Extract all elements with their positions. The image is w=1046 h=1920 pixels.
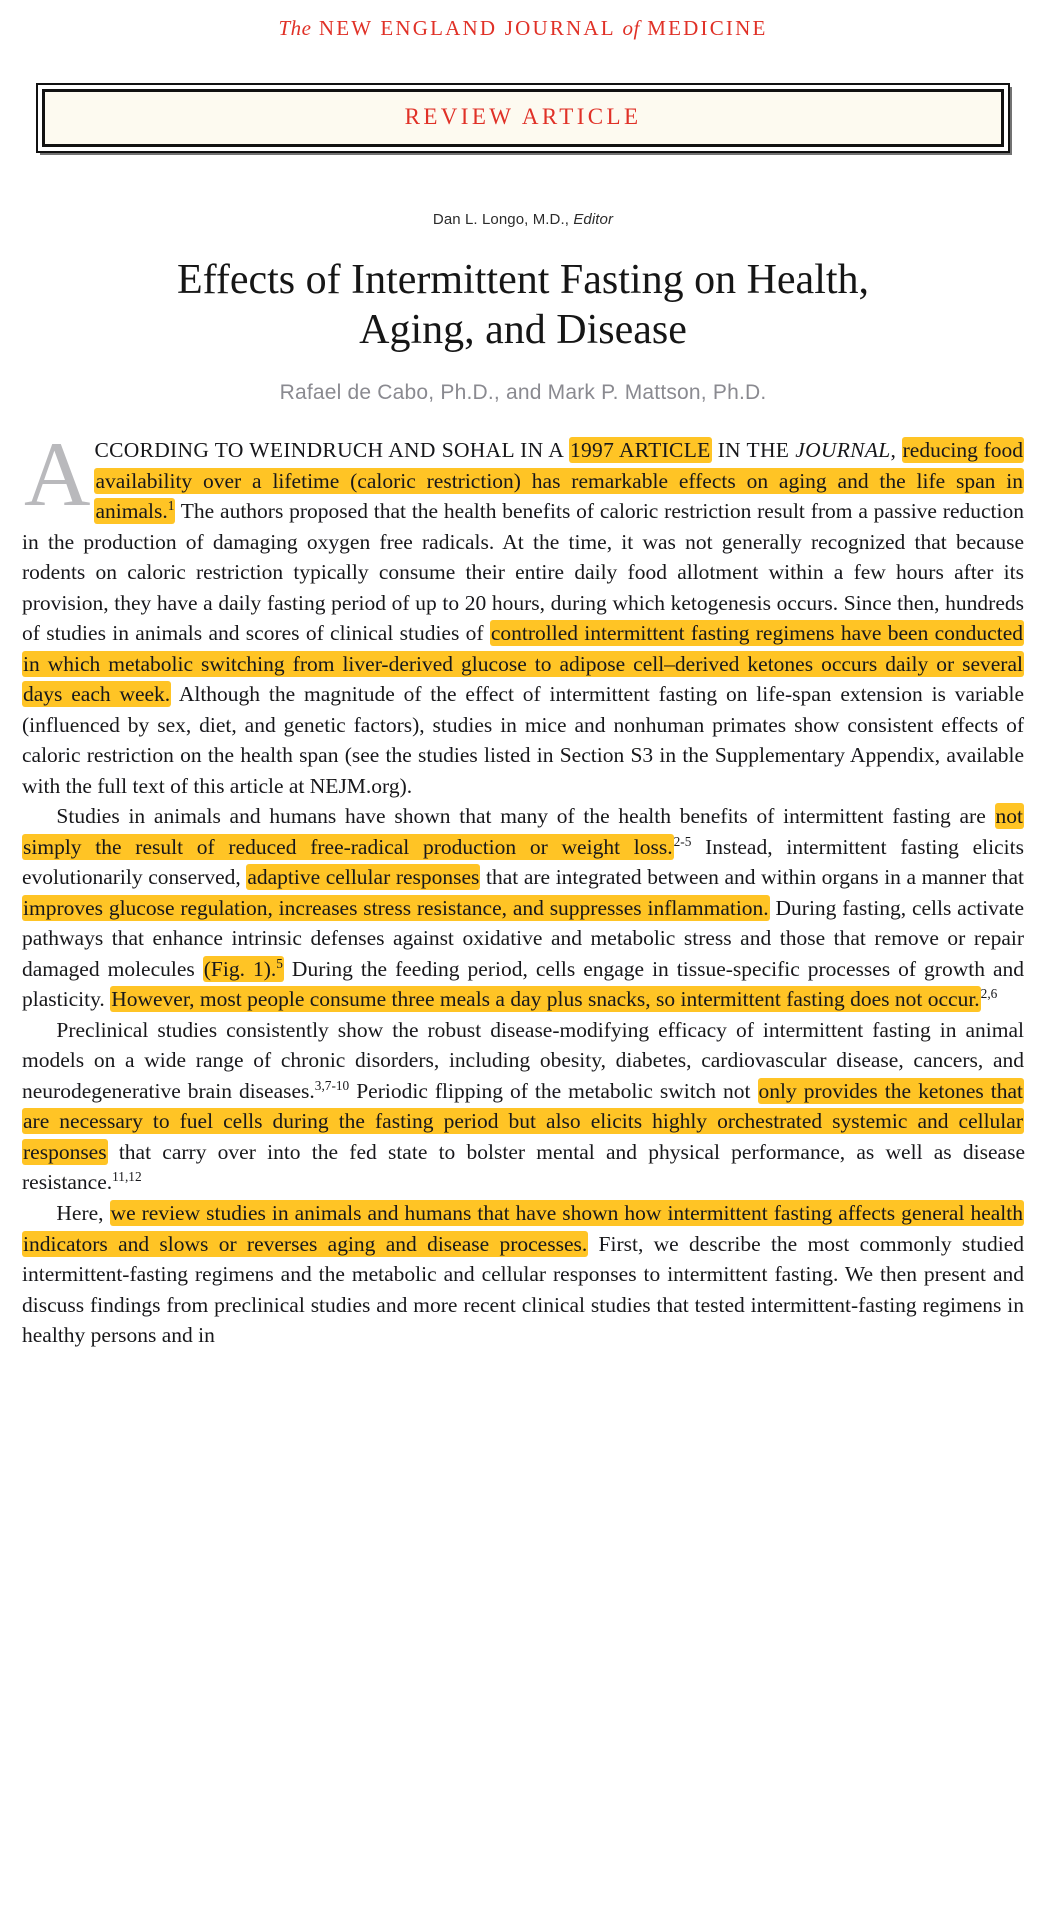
p2-highlight-figure-reference <box>203 956 284 982</box>
body-paragraph-2 <box>22 801 1024 1015</box>
p2-superscript-d: 5 <box>276 955 283 971</box>
p1-journal-mention: JOURNAL <box>795 438 891 463</box>
p4-text-a: Here, <box>56 1200 110 1225</box>
p1-highlight-1997-article: 1997 ARTICLE <box>569 438 711 463</box>
body-paragraph-4 <box>22 1198 1024 1351</box>
p1-rest-b: Although the magnitude of the effect of intermittent fasting on life-span extension is variable (influenced by sex, diet, and genetic factors), studies in mice and nonhuman primates show consistent effects of caloric restriction on the health span (see the studies listed in Section S3 in the Supplementary Appendix, available with the full text of this article at NEJM.org). <box>22 682 1024 798</box>
p2-superscript-e: 2,6 <box>980 986 998 1002</box>
review-article-label: REVIEW ARTICLE <box>404 104 642 129</box>
journal-masthead <box>0 0 1046 41</box>
review-article-banner <box>36 83 1010 153</box>
p1-highlight-run-1-text: reducing food availability over a lifetime (caloric restriction) has remarkable effects on aging and the life span in animals. <box>95 438 1023 524</box>
author-byline: Rafael de Cabo, Ph.D., and Mark P. Mattson, Ph.D. <box>279 381 767 405</box>
p2-text-e: During the feeding period, cells engage in tissue-specific processes of growth and plasticity. <box>22 956 1024 1012</box>
p1-comma: , <box>890 438 896 463</box>
p1-highlight-run-2: controlled intermittent fasting regimens have been conducted in which metabolic switching from liver-derived glucose to adipose cell–derived ketones occurs daily or several days each week. <box>23 621 1023 707</box>
p2-text-a: Studies in animals and humans have shown that many of the health benefits of intermittent fasting are <box>56 804 995 829</box>
article-title <box>78 256 968 355</box>
p3-text-b: Periodic flipping of the metabolic switch not <box>349 1078 758 1103</box>
article-title-line-1: Effects of Intermittent Fasting on Health, <box>176 257 870 303</box>
p2-highlight-c: improves glucose regulation, increases stress resistance, and suppresses inflammation. <box>23 895 769 920</box>
review-article-banner-inner <box>42 89 1004 147</box>
drop-cap: A <box>24 423 91 526</box>
p3-superscript-c: 11,12 <box>112 1169 142 1185</box>
p3-superscript-a: 3,7-10 <box>314 1077 350 1093</box>
p4-highlight-a: we review studies in animals and humans that have shown how intermittent fasting affects general health indicators and slows or reverses aging and disease processes. <box>23 1200 1023 1256</box>
p2-highlight-a: not simply the result of reduced free-radical production or weight loss. <box>23 804 1023 859</box>
p1-after-highlight-smallcaps: IN THE <box>711 438 796 463</box>
masthead-main: NEW ENGLAND JOURNAL <box>318 16 616 40</box>
p1-superscript-1: 1 <box>167 497 175 513</box>
p2-highlight-e: However, most people consume three meals a day plus snacks, so intermittent fasting does not occur. <box>111 987 980 1012</box>
masthead-tail: MEDICINE <box>647 16 768 40</box>
p1-opening-smallcaps: CCORDING TO WEINDRUCH AND SOHAL IN A <box>94 438 569 463</box>
editor-role: Editor <box>573 211 614 228</box>
masthead-of: of <box>622 16 640 40</box>
editor-name: Dan L. Longo, M.D., <box>432 211 570 228</box>
body-paragraph-3 <box>22 1015 1024 1198</box>
p2-text-b: Instead, intermittent fasting elicits evolutionarily conserved, <box>22 834 1024 890</box>
p1-rest-a: The authors proposed that the health benefits of caloric restriction result from a passive reduction in the production of damaging oxygen free radicals. At the time, it was not generally recognized that because rodents on caloric restriction typically consume their entire daily food allotment within a few hours after its provision, they have a daily fasting period of up to 20 hours, during which ketogenesis occurs. Since then, hundreds of studies in animals and scores of clinical studies of <box>22 499 1024 646</box>
article-body <box>22 423 1025 1350</box>
body-paragraph-1 <box>22 423 1024 801</box>
p3-text-c: that carry over into the fed state to bolster mental and physical performance, as well as disease resistance. <box>22 1139 1025 1195</box>
article-title-line-2: Aging, and Disease <box>359 306 687 353</box>
p2-superscript-a: 2-5 <box>673 833 692 849</box>
p2-text-d: During fasting, cells activate pathways that enhance intrinsic defenses against oxidative and metabolic stress and those that remove or repair damaged molecules <box>22 895 1024 981</box>
p2-highlight-b: adaptive cellular responses <box>247 865 480 890</box>
p4-text-b: First, we describe the most commonly studied intermittent-fasting regimens and the metabolic and cellular responses to intermittent fasting. We then present and discuss findings from preclinical studies and more recent clinical studies that tested intermittent-fasting regimens in healthy persons and in <box>22 1231 1025 1348</box>
p3-highlight-b: only provides the ketones that are necessary to fuel cells during the fasting period but also elicits highly orchestrated systemic and cellular responses <box>23 1078 1023 1164</box>
p2-text-c: that are integrated between and within organs in a manner that <box>480 865 1024 890</box>
masthead-the: The <box>278 16 312 40</box>
editor-credit <box>0 211 1046 228</box>
p3-text-a: Preclinical studies consistently show the robust disease-modifying efficacy of intermittent fasting in animal models on a wide range of chronic disorders, including obesity, diabetes, cardiovascular disease, cancers, and neurodegenerative brain diseases. <box>22 1017 1024 1103</box>
p2-figure-reference-text: (Fig. 1). <box>203 956 277 981</box>
